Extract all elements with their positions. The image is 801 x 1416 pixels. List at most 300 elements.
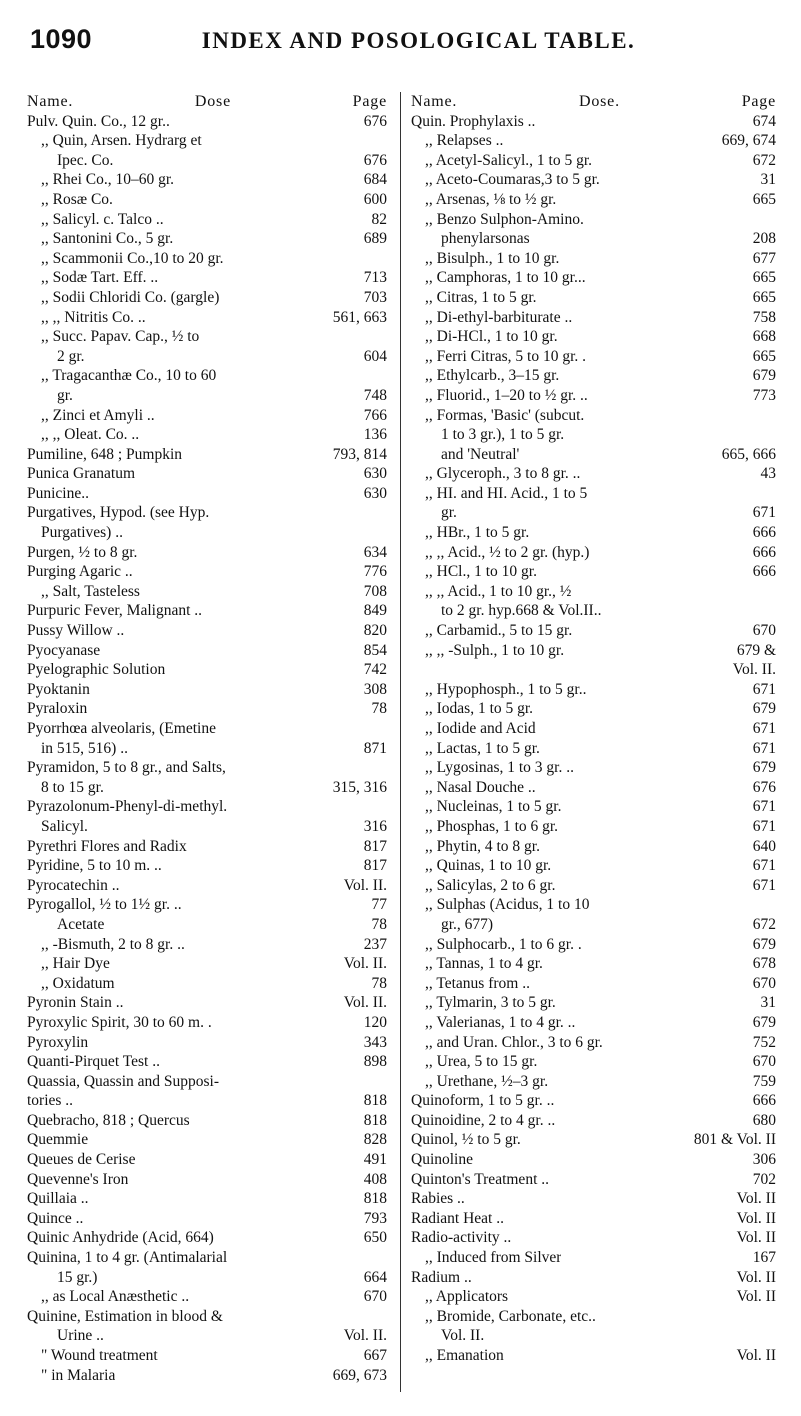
index-entry	[411, 1130, 776, 1150]
index-entry	[27, 503, 387, 523]
index-entry	[27, 660, 387, 680]
entry-text: Quinina, 1 to 4 gr. (Antimalarial	[27, 1249, 228, 1267]
index-entry	[27, 895, 387, 915]
entry-page-ref: 671	[752, 680, 776, 698]
index-entry	[27, 347, 387, 367]
entry-text: Pyrazolonum-Phenyl-di-methyl.	[27, 798, 228, 816]
entry-page-ref: 680	[752, 1111, 776, 1129]
entry-text: ,, Lygosinas, 1 to 3 gr. ..	[425, 759, 574, 777]
index-entry	[411, 582, 776, 602]
heading-page: Page	[741, 93, 776, 110]
entry-page-ref: Vol. II	[736, 1268, 776, 1286]
entry-text: ,, Di-ethyl-barbiturate ..	[425, 308, 573, 326]
index-entry	[27, 1346, 387, 1366]
entry-page-ref: 828	[363, 1131, 387, 1149]
index-entry	[411, 1346, 776, 1366]
entry-text: Queues de Cerise	[27, 1151, 136, 1169]
index-entry	[411, 954, 776, 974]
entry-page-ref: 671	[752, 739, 776, 757]
entry-page-ref: 82	[371, 210, 387, 228]
entry-text: Pyelographic Solution	[27, 661, 166, 679]
entry-text: ,, Induced from Silver	[425, 1249, 562, 1267]
index-entry	[27, 151, 387, 171]
entry-page-ref: 849	[363, 602, 387, 620]
index-entry	[411, 797, 776, 817]
index-entry	[411, 268, 776, 288]
entry-text: Quassia, Quassin and Supposi-	[27, 1072, 220, 1090]
entry-page-ref: 604	[363, 347, 387, 365]
entry-text: ,, Ferri Citras, 5 to 10 gr. .	[425, 347, 587, 365]
entry-text: ,, and Uran. Chlor., 3 to 6 gr.	[425, 1033, 603, 1051]
entry-text: 2 gr.	[57, 347, 85, 365]
index-entry	[411, 1091, 776, 1111]
entry-text: ,, Arsenas, ⅛ to ½ gr.	[425, 190, 557, 208]
entry-page-ref	[770, 1326, 776, 1346]
index-entry	[27, 876, 387, 896]
entry-text: ,, Relapses ..	[425, 132, 504, 150]
entry-text: ,, Succ. Papav. Cap., ½ to	[41, 328, 200, 346]
entry-text: Pumiline, 648 ; Pumpkin	[27, 445, 183, 463]
index-entry	[27, 112, 387, 132]
entry-text: Quinoform, 1 to 5 gr. ..	[411, 1092, 555, 1110]
entry-page-ref	[381, 1307, 387, 1327]
index-entry	[27, 680, 387, 700]
entry-text: ,, Iodas, 1 to 5 gr.	[425, 700, 534, 718]
entry-text: ,, Sodii Chloridi Co. (gargle)	[41, 288, 220, 306]
index-entry	[411, 210, 776, 230]
entry-text: Quinton's Treatment ..	[411, 1170, 549, 1188]
index-entry	[27, 327, 387, 347]
entry-page-ref	[381, 503, 387, 523]
entry-page-ref: 308	[363, 680, 387, 698]
entry-page-ref: 237	[363, 935, 387, 953]
entry-text: ,, ,, Acid., 1 to 10 gr., ½	[425, 582, 572, 600]
entry-page-ref: 43	[760, 465, 776, 483]
entry-page-ref	[770, 1307, 776, 1327]
entry-text: Acetate	[57, 915, 105, 933]
entry-page-ref: 670	[752, 1053, 776, 1071]
index-entry	[27, 1091, 387, 1111]
entry-page-ref: 78	[371, 915, 387, 933]
entry-page-ref: Vol. II	[736, 1229, 776, 1247]
entry-text: ,, Hypophosph., 1 to 5 gr..	[425, 680, 587, 698]
entry-text: ,, Bisulph., 1 to 10 gr.	[425, 249, 560, 267]
entry-text: " in Malaria	[41, 1366, 116, 1384]
entry-text: ,, Tylmarin, 3 to 5 gr.	[425, 994, 556, 1012]
entry-page-ref: 817	[363, 857, 387, 875]
index-entry	[27, 562, 387, 582]
index-entry	[411, 1209, 776, 1229]
index-entry	[27, 1170, 387, 1190]
index-entry	[27, 249, 387, 269]
index-entry	[27, 1189, 387, 1209]
index-entry	[411, 876, 776, 896]
entry-text: Radiant Heat ..	[411, 1209, 504, 1227]
index-entry	[411, 817, 776, 837]
entry-page-ref: 818	[363, 1111, 387, 1129]
entry-page-ref: 817	[363, 837, 387, 855]
index-entry	[411, 523, 776, 543]
entry-page-ref: 666	[752, 543, 776, 561]
entry-page-ref: Vol. II.	[732, 661, 776, 679]
index-entry	[27, 523, 387, 543]
entry-text: ,, ,, Nitritis Co. ..	[41, 308, 146, 326]
entry-text: ,, Sodæ Tart. Eff. ..	[41, 269, 159, 287]
entry-text: tories ..	[27, 1092, 74, 1110]
entry-text: ,, -Bismuth, 2 to 8 gr. ..	[41, 935, 185, 953]
entry-page-ref: 634	[363, 543, 387, 561]
entry-page-ref: 666	[752, 524, 776, 542]
entry-page-ref: 676	[752, 778, 776, 796]
entry-text: ,, Tetanus from ..	[425, 974, 530, 992]
entry-text: Quevenne's Iron	[27, 1170, 129, 1188]
entry-page-ref	[770, 425, 776, 445]
entry-page-ref: 650	[363, 1229, 387, 1247]
entry-text: Vol. II.	[441, 1327, 485, 1345]
index-column-right	[411, 92, 776, 1366]
entry-text: ,, Nasal Douche ..	[425, 778, 536, 796]
index-entry	[411, 1287, 776, 1307]
entry-text: ,, Ethylcarb., 3–15 gr.	[425, 367, 560, 385]
index-entry	[411, 543, 776, 563]
entry-page-ref: 31	[760, 171, 776, 189]
index-entry	[411, 856, 776, 876]
entry-page-ref: Vol. II	[736, 1190, 776, 1208]
index-entry	[411, 993, 776, 1013]
entry-page-ref: 630	[363, 484, 387, 502]
column-headings	[27, 92, 387, 112]
column-divider	[400, 92, 401, 1392]
heading-name: Name.	[27, 93, 74, 110]
entry-text: ,, Salt, Tasteless	[41, 582, 140, 600]
index-entry	[411, 1052, 776, 1072]
index-entry	[27, 484, 387, 504]
index-entry	[411, 1326, 776, 1346]
heading-page: Page	[352, 93, 387, 110]
entry-text: Pussy Willow ..	[27, 622, 125, 640]
entry-text: ,, Aceto-Coumaras,3 to 5 gr.	[425, 171, 600, 189]
entry-page-ref: 672	[752, 915, 776, 933]
entry-page-ref: 679 &	[736, 641, 776, 659]
entry-page-ref: 677	[752, 249, 776, 267]
entry-page-ref: 742	[363, 661, 387, 679]
entry-page-ref: 671	[752, 504, 776, 522]
index-entry	[27, 1052, 387, 1072]
entry-page-ref: 871	[363, 739, 387, 757]
entry-text: Quinoidine, 2 to 4 gr. ..	[411, 1111, 556, 1129]
index-entry	[411, 837, 776, 857]
index-entry	[27, 210, 387, 230]
index-entry	[411, 641, 776, 661]
index-entry	[27, 699, 387, 719]
entry-page-ref	[381, 523, 387, 543]
index-entry	[411, 1170, 776, 1190]
entry-text: ,, Zinci et Amyli ..	[41, 406, 155, 424]
index-entry	[27, 601, 387, 621]
heading-dose: Dose	[194, 93, 231, 110]
entry-text: Pyrogallol, ½ to 1½ gr. ..	[27, 896, 182, 914]
entry-text: Pyroxylic Spirit, 30 to 60 m. .	[27, 1013, 212, 1031]
index-entry	[411, 366, 776, 386]
index-entry	[27, 308, 387, 328]
entry-text: Pyrethri Flores and Radix	[27, 837, 187, 855]
entry-page-ref: 671	[752, 817, 776, 835]
index-entry	[27, 1072, 387, 1092]
entry-page-ref: 667	[363, 1347, 387, 1364]
entry-text: ,, HI. and HI. Acid., 1 to 5	[425, 484, 588, 502]
entry-page-ref: 684	[363, 171, 387, 189]
entry-text: Quemmie	[27, 1131, 89, 1149]
index-entry	[27, 1366, 387, 1386]
entry-text: ,, Tannas, 1 to 4 gr.	[425, 955, 543, 973]
entry-page-ref: 679	[752, 700, 776, 718]
entry-page-ref: 120	[363, 1013, 387, 1031]
index-entry	[27, 425, 387, 445]
entry-page-ref	[381, 758, 387, 778]
entry-page-ref: 766	[363, 406, 387, 424]
entry-text: Quebracho, 818 ; Quercus	[27, 1111, 190, 1129]
entry-text: ,, Urethane, ½–3 gr.	[425, 1072, 549, 1090]
index-entry	[27, 1130, 387, 1150]
entry-page-ref: Vol. II	[736, 1347, 776, 1364]
entry-text: ,, Oxidatum	[41, 974, 115, 992]
index-entry	[411, 1111, 776, 1131]
index-entry	[27, 190, 387, 210]
index-entry	[411, 974, 776, 994]
index-entry	[411, 327, 776, 347]
index-entry	[27, 131, 387, 151]
entry-text: Quinol, ½ to 5 gr.	[411, 1131, 521, 1149]
entry-text: Pyronin Stain ..	[27, 994, 124, 1012]
entry-text: ,, Benzo Sulphon-Amino.	[425, 210, 584, 228]
entry-page-ref: 316	[363, 817, 387, 835]
index-entry	[411, 1150, 776, 1170]
entry-page-ref: 702	[752, 1170, 776, 1188]
entry-page-ref: 676	[363, 112, 387, 130]
entry-list	[27, 112, 387, 1386]
index-entry	[411, 131, 776, 151]
entry-text: Quinine, Estimation in blood &	[27, 1307, 223, 1325]
entry-text: ,, Phytin, 4 to 8 gr.	[425, 837, 540, 855]
entry-page-ref	[770, 895, 776, 915]
entry-page-ref: 748	[363, 386, 387, 404]
entry-page-ref: 679	[752, 367, 776, 385]
entry-page-ref: 793	[363, 1209, 387, 1227]
entry-text: Purgatives) ..	[41, 524, 123, 542]
index-entry	[27, 1013, 387, 1033]
entry-text: ,, Phosphas, 1 to 6 gr.	[425, 817, 559, 835]
entry-text: Quinoline	[411, 1151, 473, 1169]
entry-text: ,, as Local Anæsthetic ..	[41, 1288, 190, 1306]
entry-page-ref: 671	[752, 798, 776, 816]
index-entry	[411, 601, 776, 621]
index-entry	[411, 288, 776, 308]
entry-text: ,, Carbamid., 5 to 15 gr.	[425, 622, 573, 640]
index-entry	[27, 1111, 387, 1131]
entry-text: Radio-activity ..	[411, 1229, 512, 1247]
entry-text: gr., 677)	[441, 915, 494, 933]
entry-page-ref: Vol. II	[736, 1209, 776, 1227]
entry-page-ref: 315, 316	[332, 778, 387, 796]
index-entry	[411, 699, 776, 719]
entry-text: ,, Formas, 'Basic' (subcut.	[425, 406, 585, 424]
entry-page-ref: 674	[752, 112, 776, 130]
entry-page-ref: 669, 674	[721, 132, 776, 150]
index-column-left	[27, 92, 387, 1385]
index-entry	[27, 954, 387, 974]
index-entry	[27, 464, 387, 484]
index-entry	[27, 543, 387, 563]
entry-text: Salicyl.	[41, 817, 88, 835]
entry-page-ref: 713	[363, 269, 387, 287]
entry-page-ref: 671	[752, 876, 776, 894]
index-entry	[27, 739, 387, 759]
entry-text: Pyroxylin	[27, 1033, 89, 1051]
entry-text: Purging Agaric ..	[27, 563, 133, 581]
entry-text: Pyridine, 5 to 10 m. ..	[27, 857, 162, 875]
index-entry	[27, 406, 387, 426]
entry-text: Pulv. Quin. Co., 12 gr..	[27, 112, 170, 130]
entry-text: Pyraloxin	[27, 700, 88, 718]
entry-text: Rabies ..	[411, 1190, 465, 1208]
entry-text: ,, Bromide, Carbonate, etc..	[425, 1307, 596, 1325]
heading-name: Name.	[411, 93, 458, 110]
entry-page-ref	[381, 327, 387, 347]
entry-page-ref: 758	[752, 308, 776, 326]
entry-text: Punica Granatum	[27, 465, 136, 483]
entry-text: ,, Di-HCl., 1 to 10 gr.	[425, 328, 558, 346]
entry-page-ref: 665	[752, 288, 776, 306]
entry-page-ref: 689	[363, 230, 387, 248]
index-entry	[411, 386, 776, 406]
index-entry	[27, 1307, 387, 1327]
index-entry	[27, 641, 387, 661]
page-header	[30, 24, 775, 64]
entry-page-ref: Vol. II.	[343, 955, 387, 973]
index-entry	[411, 308, 776, 328]
entry-text: ,, Quinas, 1 to 10 gr.	[425, 857, 552, 875]
index-entry	[27, 1228, 387, 1248]
index-entry	[27, 1033, 387, 1053]
entry-text: Quinic Anhydride (Acid, 664)	[27, 1229, 214, 1247]
index-entry	[411, 621, 776, 641]
index-entry	[411, 562, 776, 582]
entry-page-ref: 671	[752, 720, 776, 737]
index-entry	[27, 268, 387, 288]
entry-page-ref: 708	[363, 582, 387, 600]
index-entry	[411, 229, 776, 249]
index-entry	[411, 660, 776, 680]
index-entry	[411, 1248, 776, 1268]
entry-text: ,, Salicylas, 2 to 6 gr.	[425, 876, 556, 894]
entry-page-ref: 306	[752, 1151, 776, 1169]
entry-text: ,, Lactas, 1 to 5 gr.	[425, 739, 540, 757]
entry-page-ref: 630	[363, 465, 387, 483]
entry-page-ref: 679	[752, 759, 776, 777]
entry-text: Pyramidon, 5 to 8 gr., and Salts,	[27, 759, 226, 777]
entry-page-ref	[381, 249, 387, 269]
entry-page-ref: 773	[752, 386, 776, 404]
index-entry	[27, 856, 387, 876]
entry-text: Pyocyanase	[27, 641, 101, 659]
entry-text: Quillaia ..	[27, 1190, 89, 1208]
index-entry	[27, 974, 387, 994]
entry-text: ,, Urea, 5 to 15 gr.	[425, 1053, 538, 1071]
entry-page-ref: 491	[363, 1151, 387, 1169]
index-entry	[27, 993, 387, 1013]
entry-page-ref: 679	[752, 935, 776, 953]
index-entry	[411, 739, 776, 759]
entry-text: ,, Rosæ Co.	[41, 190, 113, 208]
entry-page-ref: 793, 814	[332, 445, 387, 463]
entry-page-ref	[770, 406, 776, 426]
entry-text: gr.	[57, 386, 73, 404]
entry-text: Punicine..	[27, 484, 89, 502]
entry-page-ref: 752	[752, 1033, 776, 1051]
entry-page-ref: 78	[371, 700, 387, 718]
entry-text: Pyrocatechin ..	[27, 876, 120, 894]
entry-text: to 2 gr. hyp.668 & Vol.II..	[441, 602, 602, 620]
entry-page-ref	[770, 210, 776, 230]
index-entry	[27, 445, 387, 465]
entry-text: Pyorrhœa alveolaris, (Emetine	[27, 720, 216, 737]
entry-text: ,, Rhei Co., 10–60 gr.	[41, 171, 175, 189]
index-entry	[27, 582, 387, 602]
index-entry	[27, 170, 387, 190]
index-entry	[411, 1072, 776, 1092]
entry-text: 1 to 3 gr.), 1 to 5 gr.	[441, 426, 565, 444]
index-entry	[411, 151, 776, 171]
index-entry	[411, 112, 776, 132]
entry-page-ref: 665	[752, 269, 776, 287]
index-entry	[411, 1013, 776, 1033]
entry-text: ,, Camphoras, 1 to 10 gr...	[425, 269, 586, 287]
index-entry	[27, 915, 387, 935]
index-entry	[411, 1228, 776, 1248]
entry-page-ref: 672	[752, 151, 776, 169]
entry-page-ref: 671	[752, 857, 776, 875]
index-entry	[411, 464, 776, 484]
entry-page-ref: 664	[363, 1268, 387, 1286]
entry-page-ref	[770, 601, 776, 621]
entry-page-ref: 676	[363, 151, 387, 169]
entry-text: ,, HBr., 1 to 5 gr.	[425, 524, 530, 542]
index-entry	[411, 484, 776, 504]
index-entry	[411, 425, 776, 445]
entry-text: gr.	[441, 504, 457, 522]
entry-page-ref: 665, 666	[721, 445, 776, 463]
entry-page-ref: 703	[363, 288, 387, 306]
heading-dose: Dose.	[579, 93, 620, 110]
entry-page-ref: 561, 663	[332, 308, 387, 326]
index-entry	[27, 386, 387, 406]
entry-text: ,, Tragacanthæ Co., 10 to 60	[41, 367, 217, 385]
entry-text: Quanti-Pirquet Test ..	[27, 1053, 160, 1071]
entry-text: Purpuric Fever, Malignant ..	[27, 602, 203, 620]
entry-text: and 'Neutral'	[441, 445, 520, 463]
entry-text: 15 gr.)	[57, 1268, 98, 1286]
index-entry	[411, 719, 776, 739]
entry-page-ref: 678	[752, 955, 776, 973]
entry-text: ,, Salicyl. c. Talco ..	[41, 210, 164, 228]
index-entry	[27, 366, 387, 386]
entry-page-ref: 666	[752, 1092, 776, 1110]
index-entry	[411, 1268, 776, 1288]
index-entry	[411, 935, 776, 955]
index-entry	[27, 1209, 387, 1229]
entry-page-ref: 77	[371, 896, 387, 914]
entry-text: ,, Hair Dye	[41, 955, 110, 973]
